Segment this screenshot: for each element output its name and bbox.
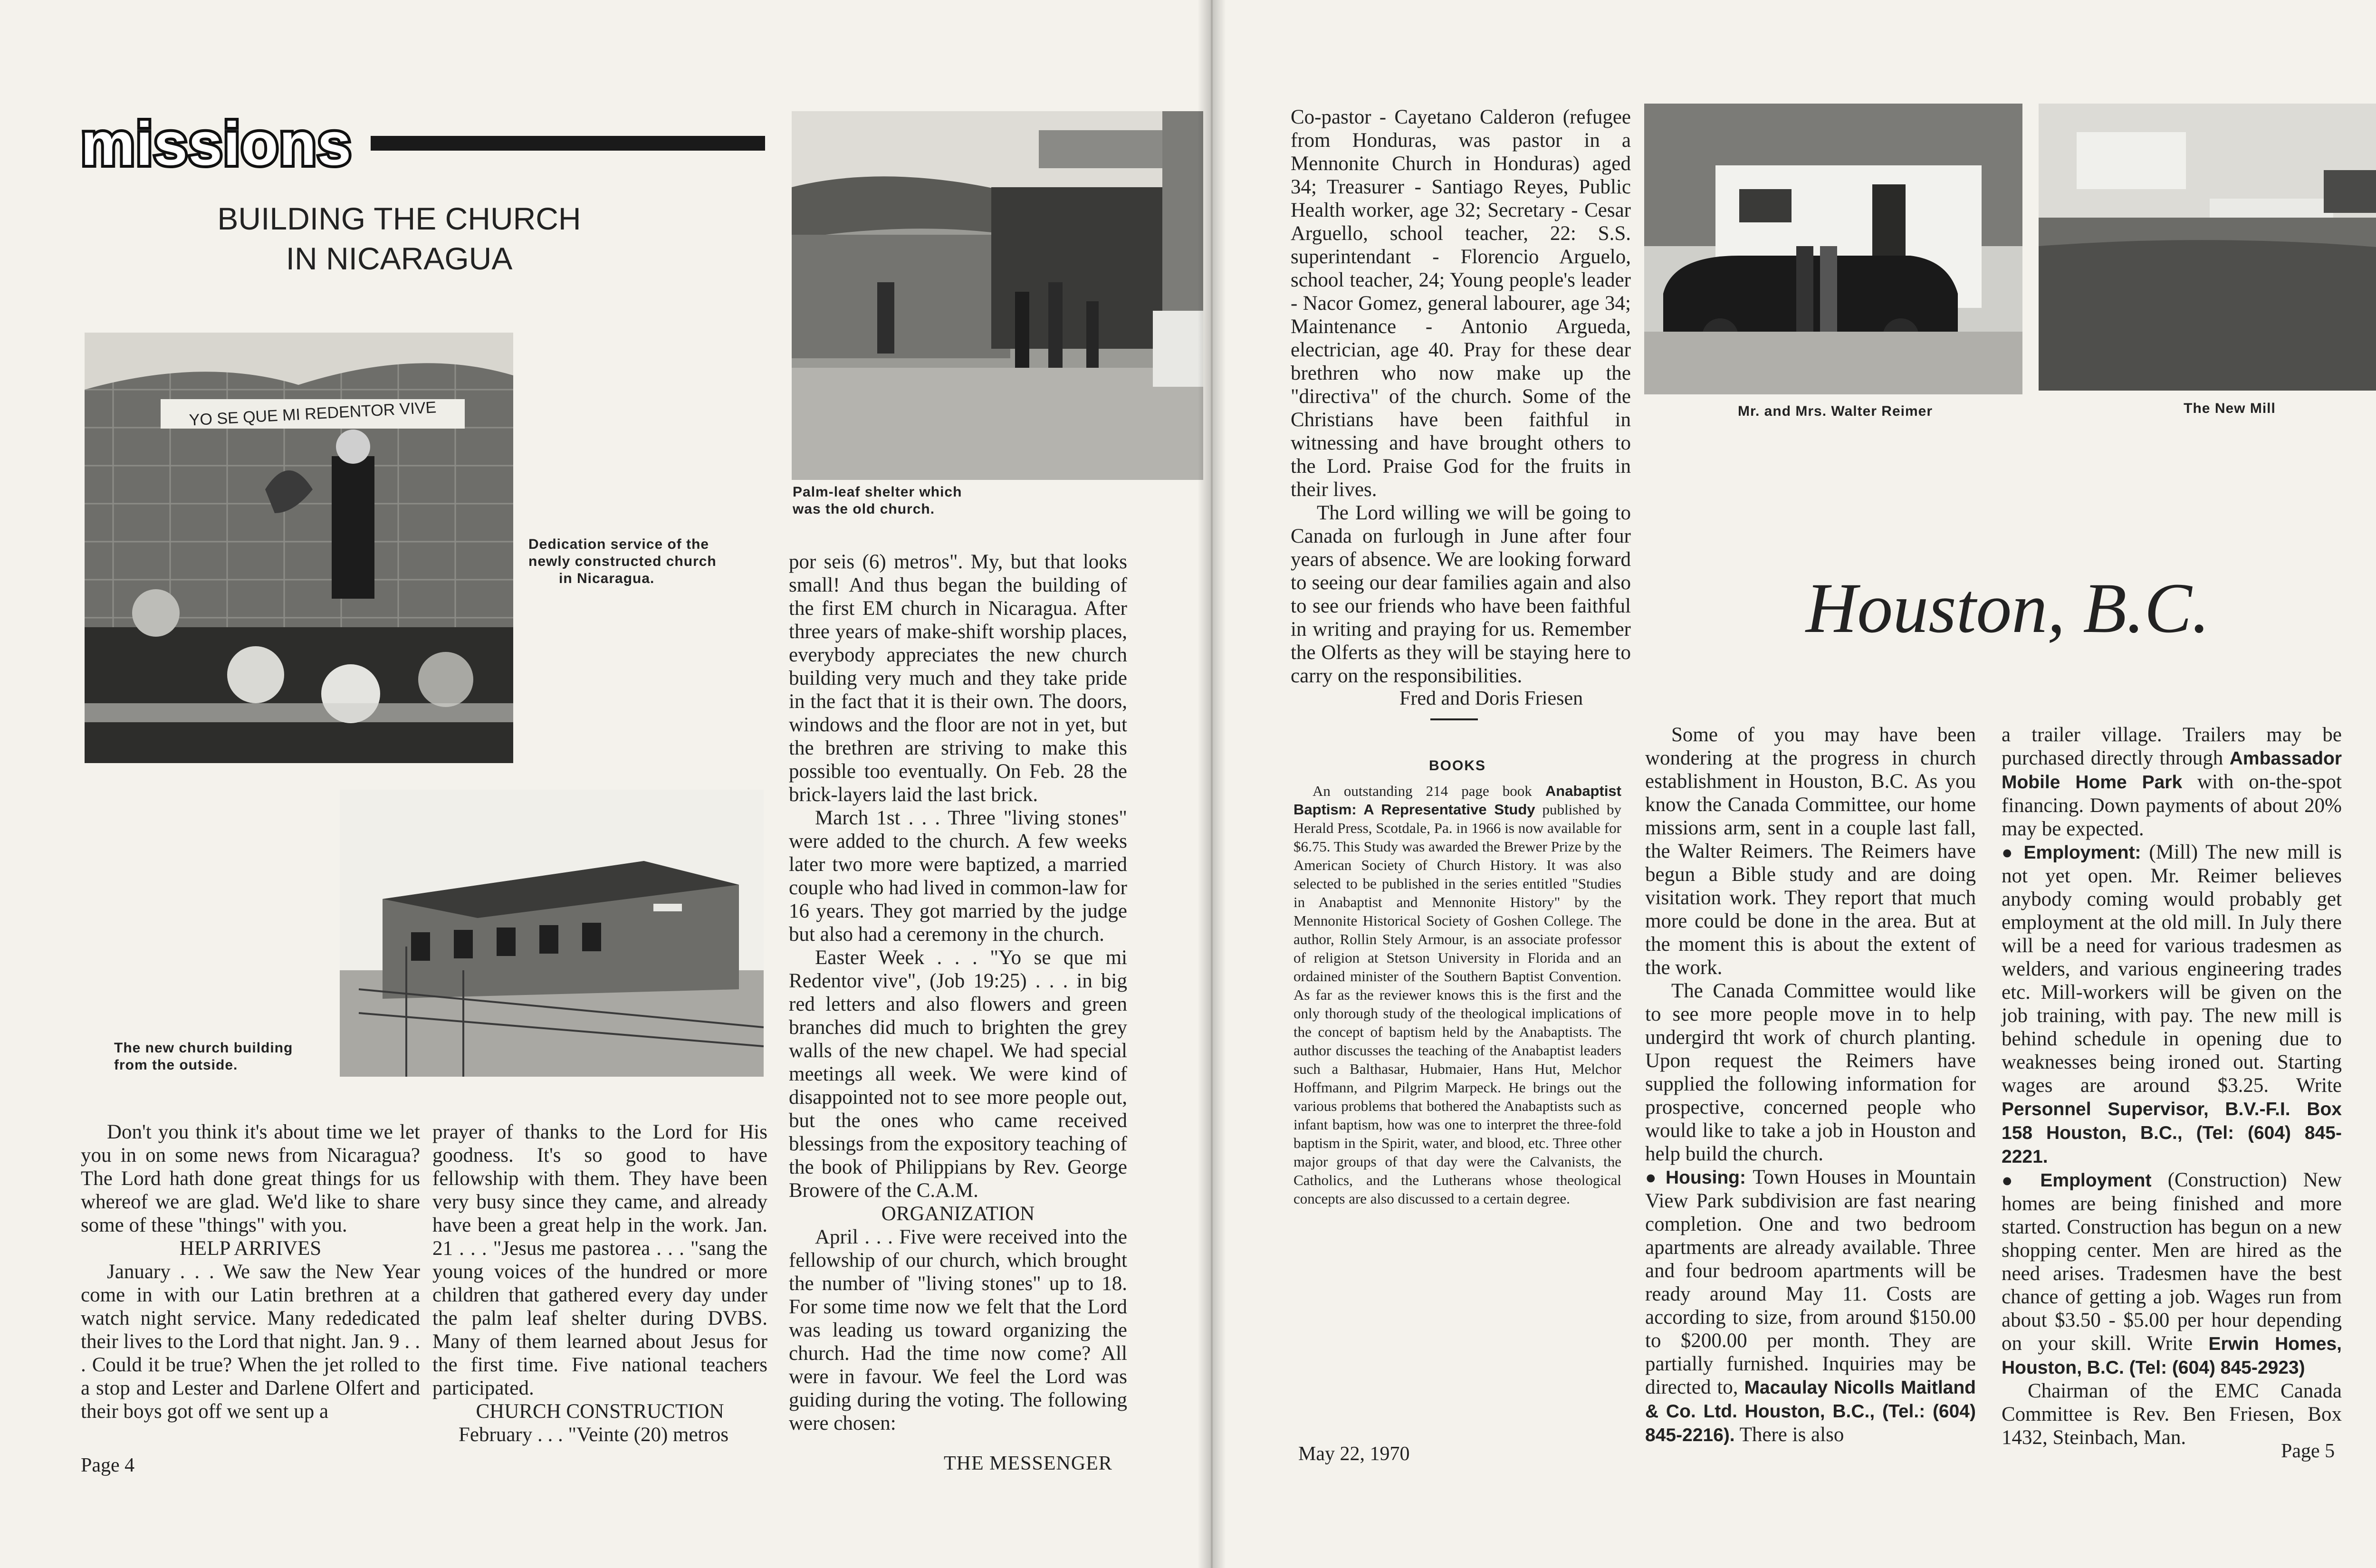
caption-line: Palm-leaf shelter which <box>793 484 962 500</box>
paragraph: April . . . Five were received into the fellowship of our church, which brought the number of "living stones" up to 18. For some time now we felt that the Lord was leading us toward organizing the church. Had the time now come? All were in favour. We feel the Lord was guiding during the voting. The following were chosen: <box>789 1226 1127 1434</box>
trailer-paragraph <box>2002 723 2342 841</box>
new-church-photo <box>340 790 764 1077</box>
left-column-3 <box>789 550 1127 1435</box>
books-text: published by Herald Press, Scotdale, Pa. in 1966 is now available for $6.75. This Study was awarded the Brewer Prize by the American Society of Church History. It was also selected to be published in the series entitled "Studies in Anabaptist and Mennonite History" by the Mennonite Historical Society of Goshen College. The author, Rollin Stely Armour, is an associate professor of religion at Stetson University in Florida and an ordained minister of the Southern Baptist Convention. As far as the reviewer knows this is the first and the only thorough study of the theological implications of the concept of baptism held by the Anabaptists. The author discusses the teaching of the Anabaptist leaders such a Balthasar, Hubmaier, Hans Hut, Melchor Hoffmann, and Pilgrim Marpeck. He brings out the various problems that bothered the Anabaptists such as infant baptism, how was one to interpret the three-fold baptism in the Spirit, water, and blood, etc. Three other major groups of that day were the Calvanists, the Catholics, and the Lutherans whose theological concepts are also discussed to a certain degree. <box>1293 801 1621 1207</box>
shelter-photo <box>792 111 1203 480</box>
housing-text: Town Houses in Mountain View Park subdivision are fast nearing completion. One and two bedroom apartments are already available. Three and four bedroom apartments will be ready around May 11. Costs are according to size, from around $150.00 to $200.00 per month. They are partially furnished. Inquiries may be directed to, <box>1645 1166 1976 1398</box>
signature: Fred and Doris Friesen <box>1399 688 1583 709</box>
spine-gutter <box>1198 0 1226 1568</box>
housing-label: ● Housing: <box>1645 1167 1746 1188</box>
left-column-1 <box>81 1120 420 1423</box>
employment-mill-text: (Mill) The new mill is not yet open. Mr. Reimer believes anybody coming would probably get employment at the old mill. In July there will be a need for various tradesmen as welders, and various engineering trades etc. Mill-workers will be given on the job training, with pay. The new mill is behind schedule in opening due to weaknesses being ironed out. Starting wages are around $3.25. Write <box>2002 841 2342 1097</box>
caption-line: was the old church. <box>793 501 935 517</box>
caption-shelter <box>793 484 1125 518</box>
book-title: Anabaptist Baptism: A Representative Study <box>1293 783 1621 818</box>
employment-label: ● Employment: <box>2002 842 2141 863</box>
section-masthead: missions <box>81 110 352 178</box>
publication-footer: THE MESSENGER <box>944 1453 1112 1474</box>
trailer-park-name: Ambassador Mobile Home Park <box>2002 748 2342 793</box>
paragraph: The Lord willing we will be going to Canada on furlough in June after four years of absence. We are looking forward to seeing our dear families again and also to see our friends who have been faithful in writing and praying for us. Remember the Olferts as they will be staying here to carry on the responsibilities. <box>1291 502 1631 687</box>
title-line-1: BUILDING THE CHURCH <box>217 201 581 236</box>
paragraph: Don't you think it's about time we let you in on some news from Nicaragua? The Lord hath done great things for us whereof we are glad. We'd like to share some of these "things" with you. <box>81 1121 420 1236</box>
reimer-photo <box>1644 104 2022 394</box>
books-heading: BOOKS <box>1428 758 1486 774</box>
subheading-help-arrives: HELP ARRIVES <box>179 1237 322 1260</box>
mill-photo <box>2039 104 2376 391</box>
paragraph: March 1st . . . Three "living stones" were added to the church. A few weeks later two more were baptized, a married couple who had lived in common-law for 16 years. They got married by the judge but also had a ceremony in the church. <box>789 807 1127 946</box>
paragraph: The Canada Committee would like to see more people move in to help undergird tht work of church planting. Upon request the Reimers have supplied the following information for prospective, concerned people who would like to take a job in Houston and help build the church. <box>1645 980 1976 1165</box>
paragraph: por seis (6) metros". My, but that looks small! And thus began the building of the first EM church in Nicaragua. After three years of make-shift worship places, everybody appreciates the new church building very much and they take pride in the fact that it is their own. The doors, windows and the floor are not in yet, but the brethren are striving to make this possible too eventually. On Feb. 28 the brick-layers laid the last brick. <box>789 551 1127 806</box>
left-column-2 <box>432 1120 767 1446</box>
caption-line: The new church building <box>114 1040 293 1056</box>
caption-line: Dedication service of the <box>528 536 709 552</box>
employment-label-2: ● Employment <box>2002 1170 2152 1191</box>
caption-line: newly constructed church <box>528 554 717 569</box>
employment-construction-text: (Construction) New homes are being finished and more started. Construction has begun on a new shopping center. Men are hired as the need arises. Tradesmen have the best chance of getting a job. Wages run from about $3.50 - $5.00 per hour depending on your skill. Write <box>2002 1169 2342 1355</box>
houston-title: Houston, B.C. <box>1806 569 2210 648</box>
employment-construction-paragraph <box>2002 1168 2342 1379</box>
signature-rule <box>1430 718 1478 720</box>
article-title <box>171 199 627 278</box>
page-number-left: Page 4 <box>81 1454 135 1476</box>
books-intro: An outstanding 214 page book <box>1313 783 1532 799</box>
paragraph: Co-pastor - Cayetano Calderon (refugee from Honduras, was pastor in a Mennonite Church in Honduras) aged 34; Treasurer - Santiago Reyes, Public Health worker, age 32; Secretary - Cesar Arguello, school teacher, 22: S.S. superintendant - Florencio Arguelo, school teacher, 24; Young people's leader - Nacor Gomez, general labourer, age 34; Maintenance - Antonio Argueda, electrician, age 40. Pray for these dear brethren who now make up the "directiva" of the church. Some of the Christians have been faithful in witnessing and have brought others to the Lord. Praise God for the fruits in their lives. <box>1291 106 1631 501</box>
trailer-text: a trailer village. Trailers may be purchased directly through <box>2002 724 2342 769</box>
chairman-paragraph: Chairman of the EMC Canada Committee is Rev. Ben Friesen, Box 1432, Steinbach, Man. <box>2002 1380 2342 1449</box>
books-paragraph <box>1293 782 1621 1208</box>
page-number-right: Page 5 <box>2281 1440 2335 1462</box>
housing-paragraph <box>1645 1166 1976 1447</box>
issue-date: May 22, 1970 <box>1298 1443 1410 1465</box>
banner-text: YO SE QUE MI REDENTOR VIVE <box>188 398 437 430</box>
housing-contact: Macaulay Nicolls Maitland & Co. Ltd. Houston, B.C., (Tel.: (604) 845-2216). <box>1645 1377 1976 1445</box>
caption-line: in Nicaragua. <box>559 571 655 586</box>
books-column <box>1293 756 1621 1208</box>
caption-reimer: Mr. and Mrs. Walter Reimer <box>1738 403 1933 419</box>
employment-construction-contact: Erwin Homes, Houston, B.C. (Tel: (604) 845-2923) <box>2002 1334 2342 1378</box>
masthead-rule <box>371 136 765 151</box>
right-column-top <box>1291 105 1631 688</box>
caption-dedication <box>528 536 757 587</box>
employment-mill-paragraph <box>2002 841 2342 1168</box>
caption-mill: The New Mill <box>2184 401 2276 416</box>
paragraph: Some of you may have been wondering at the progress in church establishment in Houston, B.C. As you know the Canada Committee, our home missions arm, sent in a couple last fall, the Walter Reimers. The Reimers have begun a Bible study and are doing visitation work. They report that much more could be done in the area. But at the moment this is about the extent of the work. <box>1645 724 1976 979</box>
right-column-middle <box>1645 723 1976 1447</box>
title-line-2: IN NICARAGUA <box>286 241 513 276</box>
subheading-church-construction: CHURCH CONSTRUCTION <box>476 1400 724 1423</box>
paragraph: prayer of thanks to the Lord for His goodness. It's so good to have fellowship with them. They have been very busy since they came, and already have been a great help in the work. Jan. 21 . . . "Jesus me pastorea . . . "sang the young voices of the hundred or more children that gathered every day under the palm leaf shelter during DVBS. Many of them learned about Jesus for the first time. Five national teachers participated. <box>432 1121 767 1399</box>
paragraph: February . . . "Veinte (20) metros <box>459 1424 729 1446</box>
right-column-right <box>2002 723 2342 1449</box>
employment-mill-contact: Personnel Supervisor, B.V.-F.I. Box 158 Houston, B.C., (Tel: (604) 845-2221. <box>2002 1099 2342 1167</box>
caption-line: from the outside. <box>114 1057 238 1073</box>
housing-tail: There is also <box>1739 1424 1844 1446</box>
right-page <box>1213 0 2376 1568</box>
paragraph: January . . . We saw the New Year come in with our Latin brethren at a watch night service. Many rededicated their lives to the Lord that night. Jan. 9 . . . Could it be true? When the jet rolled to a stop and Lester and Darlene Olfert and their boys got off we sent up a <box>81 1261 420 1423</box>
paragraph: Easter Week . . . "Yo se que mi Redentor vive", (Job 19:25) . . . in big red letters and also flowers and green branches did much to brighten the grey walls of the new chapel. We had special meetings all week. We were kind of disappointed not to see more people out, but the ones who came received blessings from the expository teaching of the book of Philippians by Rev. George Browere of the C.A.M. <box>789 947 1127 1202</box>
dedication-photo <box>85 333 513 763</box>
trailer-text-2: with on-the-spot financing. Down payments of about 20% may be expected. <box>2002 771 2342 840</box>
subheading-organization: ORGANIZATION <box>881 1203 1035 1225</box>
caption-new-building <box>114 1040 333 1074</box>
